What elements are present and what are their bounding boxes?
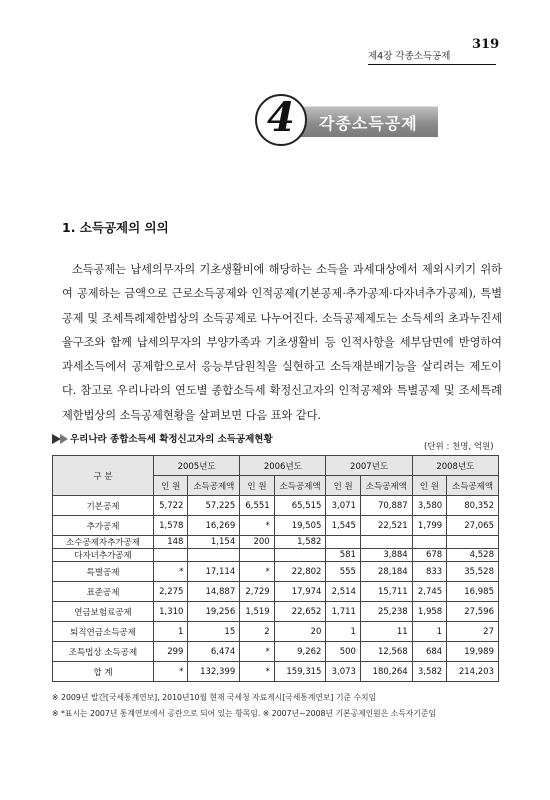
table-cell: *	[154, 662, 188, 682]
row-label: 조특법상 소득공제	[53, 642, 154, 662]
table-row	[53, 662, 499, 682]
table-cell: 22,652	[274, 602, 326, 622]
row-label: 특별공제	[53, 562, 154, 582]
table-cell: 27,065	[447, 516, 499, 536]
table-cell: 12,568	[360, 642, 412, 662]
table-cell: 148	[154, 536, 188, 549]
table-cell	[154, 549, 188, 562]
table-cell: 20	[274, 622, 326, 642]
table-cell	[326, 536, 360, 549]
chapter-number-badge	[255, 94, 307, 146]
table-cell: *	[240, 642, 274, 662]
table-row	[53, 562, 499, 582]
row-label: 연금보험료공제	[53, 602, 154, 622]
table-cell: 581	[326, 549, 360, 562]
table-cell	[412, 536, 446, 549]
table-cell: 3,071	[326, 496, 360, 516]
table-cell: *	[240, 662, 274, 682]
table-cell: 2,514	[326, 582, 360, 602]
row-label: 소수공제자추가공제	[53, 536, 154, 549]
table-cell: 80,352	[447, 496, 499, 516]
table-cell: 4,528	[447, 549, 499, 562]
table-caption: 우리나라 종합소득세 확정신고자의 소득공제현황	[70, 434, 273, 445]
table-row	[53, 536, 499, 549]
table-cell: 1,578	[154, 516, 188, 536]
table-cell: 25,238	[360, 602, 412, 622]
sub-header: 인 원	[412, 476, 446, 496]
table-row	[53, 582, 499, 602]
table-cell: 16,985	[447, 582, 499, 602]
footnote: ※ *표시는 2007년 통계연보에서 공란으로 되어 있는 항목임. ※ 2007년~2008년 기본공제인원은 소득자기준임	[52, 709, 436, 718]
table-cell: 17,974	[274, 582, 326, 602]
table-cell: 6,474	[188, 642, 240, 662]
deduction-table	[52, 455, 499, 682]
table-cell: 1,582	[274, 536, 326, 549]
table-cell: *	[240, 516, 274, 536]
table-cell: 15	[188, 622, 240, 642]
row-label: 기본공제	[53, 496, 154, 516]
row-label: 다자녀추가공제	[53, 549, 154, 562]
table-cell	[360, 536, 412, 549]
table-cell: *	[240, 562, 274, 582]
table-cell: 17,114	[188, 562, 240, 582]
table-cell: 3,582	[412, 662, 446, 682]
table-cell: 159,315	[274, 662, 326, 682]
table-cell: 833	[412, 562, 446, 582]
year-header: 2007년도	[326, 456, 412, 476]
table-cell: 22,802	[274, 562, 326, 582]
table-cell: 684	[412, 642, 446, 662]
sub-header: 인 원	[154, 476, 188, 496]
table-cell: 1,310	[154, 602, 188, 622]
table-cell: 22,521	[360, 516, 412, 536]
table-cell: 1	[154, 622, 188, 642]
table-cell: 1,711	[326, 602, 360, 622]
table-cell: 1,519	[240, 602, 274, 622]
chapter-title: 각종소득공제	[319, 114, 418, 133]
table-cell: 6,551	[240, 496, 274, 516]
year-header: 2008년도	[412, 456, 498, 476]
chapter-number: 4	[267, 94, 295, 141]
table-row	[53, 642, 499, 662]
table-cell: 1,958	[412, 602, 446, 622]
sub-header: 소득공제액	[274, 476, 326, 496]
sub-header: 인 원	[240, 476, 274, 496]
table-cell: 1,545	[326, 516, 360, 536]
table-cell: 5,722	[154, 496, 188, 516]
table-cell: 2,729	[240, 582, 274, 602]
table-cell: 200	[240, 536, 274, 549]
table-cell: 3,073	[326, 662, 360, 682]
row-label: 표준공제	[53, 582, 154, 602]
table-cell: 28,184	[360, 562, 412, 582]
table-cell: 2,745	[412, 582, 446, 602]
chapter-banner	[255, 94, 438, 148]
sub-header: 인 원	[326, 476, 360, 496]
table-cell: 2,275	[154, 582, 188, 602]
row-label: 추가공제	[53, 516, 154, 536]
table-cell: 27	[447, 622, 499, 642]
table-cell: 19,505	[274, 516, 326, 536]
row-label: 합 계	[53, 662, 154, 682]
table-cell: 299	[154, 642, 188, 662]
table-unit: (단위 : 천명, 억원)	[424, 442, 494, 452]
table-cell: 57,225	[188, 496, 240, 516]
table-cell: 19,989	[447, 642, 499, 662]
table-corner-header: 구 분	[53, 456, 154, 496]
table-cell: 2	[240, 622, 274, 642]
table-cell: 19,256	[188, 602, 240, 622]
table-cell	[188, 549, 240, 562]
table-cell: 214,203	[447, 662, 499, 682]
table-cell: 35,528	[447, 562, 499, 582]
table-cell: 65,515	[274, 496, 326, 516]
table-cell: 70,887	[360, 496, 412, 516]
table-cell: 3,580	[412, 496, 446, 516]
table-row	[53, 549, 499, 562]
table-row	[53, 602, 499, 622]
sub-header: 소득공제액	[360, 476, 412, 496]
table-cell: 16,269	[188, 516, 240, 536]
table-row	[53, 516, 499, 536]
footnote: ※ 2009년 발간[국세통계연보], 2010년10월 현재 국세청 자료게시[국세통계연보] 기준 수치임	[52, 693, 377, 702]
table-cell: 3,884	[360, 549, 412, 562]
table-cell: 11	[360, 622, 412, 642]
table-cell: 14,887	[188, 582, 240, 602]
body-paragraph: 소득공제는 납세의무자의 기초생활비에 해당하는 소득을 과세대상에서 제외시키기 위하여 공제하는 금액으로 근로소득공제와 인적공제(기본공제·추가공제·다자녀추가공제), 특별공제 및 조세특례제한법상의 소득공제로 나누어진다. 소득공제제도는 소득세의 초과누진세율구조와 함께 납세의무자의 부양가족과 기초생활비 등 인적사항을 세부담면에 반영하여 과세소득에서 공제함으로서 응능부담원칙을 실현하고 소득재분배기능을 살리려는 제도이다. 참고로 우리나라의 연도별 종합소득세 확정신고자의 인적공제와 특별공제 및 조세특례제한법상의 소득공제현황을 살펴보면 다음 표와 같다.	[62, 263, 502, 422]
table-cell: 500	[326, 642, 360, 662]
table-row	[53, 622, 499, 642]
row-label: 퇴직연금소득공제	[53, 622, 154, 642]
table-cell: 1,799	[412, 516, 446, 536]
page-number: 319	[472, 37, 500, 52]
year-header: 2005년도	[154, 456, 240, 476]
section-heading: 1. 소득공제의 의의	[62, 220, 169, 235]
table-cell: 132,399	[188, 662, 240, 682]
chapter-title-bar	[295, 106, 438, 137]
table-cell: 1,154	[188, 536, 240, 549]
table-cell	[447, 536, 499, 549]
table-cell: 1	[412, 622, 446, 642]
running-header: 제4장 각종소득공제	[368, 51, 451, 62]
table-cell: 555	[326, 562, 360, 582]
table-cell: 9,262	[274, 642, 326, 662]
table-cell: 180,264	[360, 662, 412, 682]
sub-header: 소득공제액	[188, 476, 240, 496]
table-cell: *	[154, 562, 188, 582]
table-cell	[240, 549, 274, 562]
table-cell: 27,596	[447, 602, 499, 622]
table-cell	[274, 549, 326, 562]
table-cell: 678	[412, 549, 446, 562]
table-cell: 1	[326, 622, 360, 642]
sub-header: 소득공제액	[447, 476, 499, 496]
header-rule	[368, 64, 496, 65]
year-header: 2006년도	[240, 456, 326, 476]
table-row	[53, 496, 499, 516]
caption-arrow-icon	[60, 434, 68, 444]
table-cell: 15,711	[360, 582, 412, 602]
